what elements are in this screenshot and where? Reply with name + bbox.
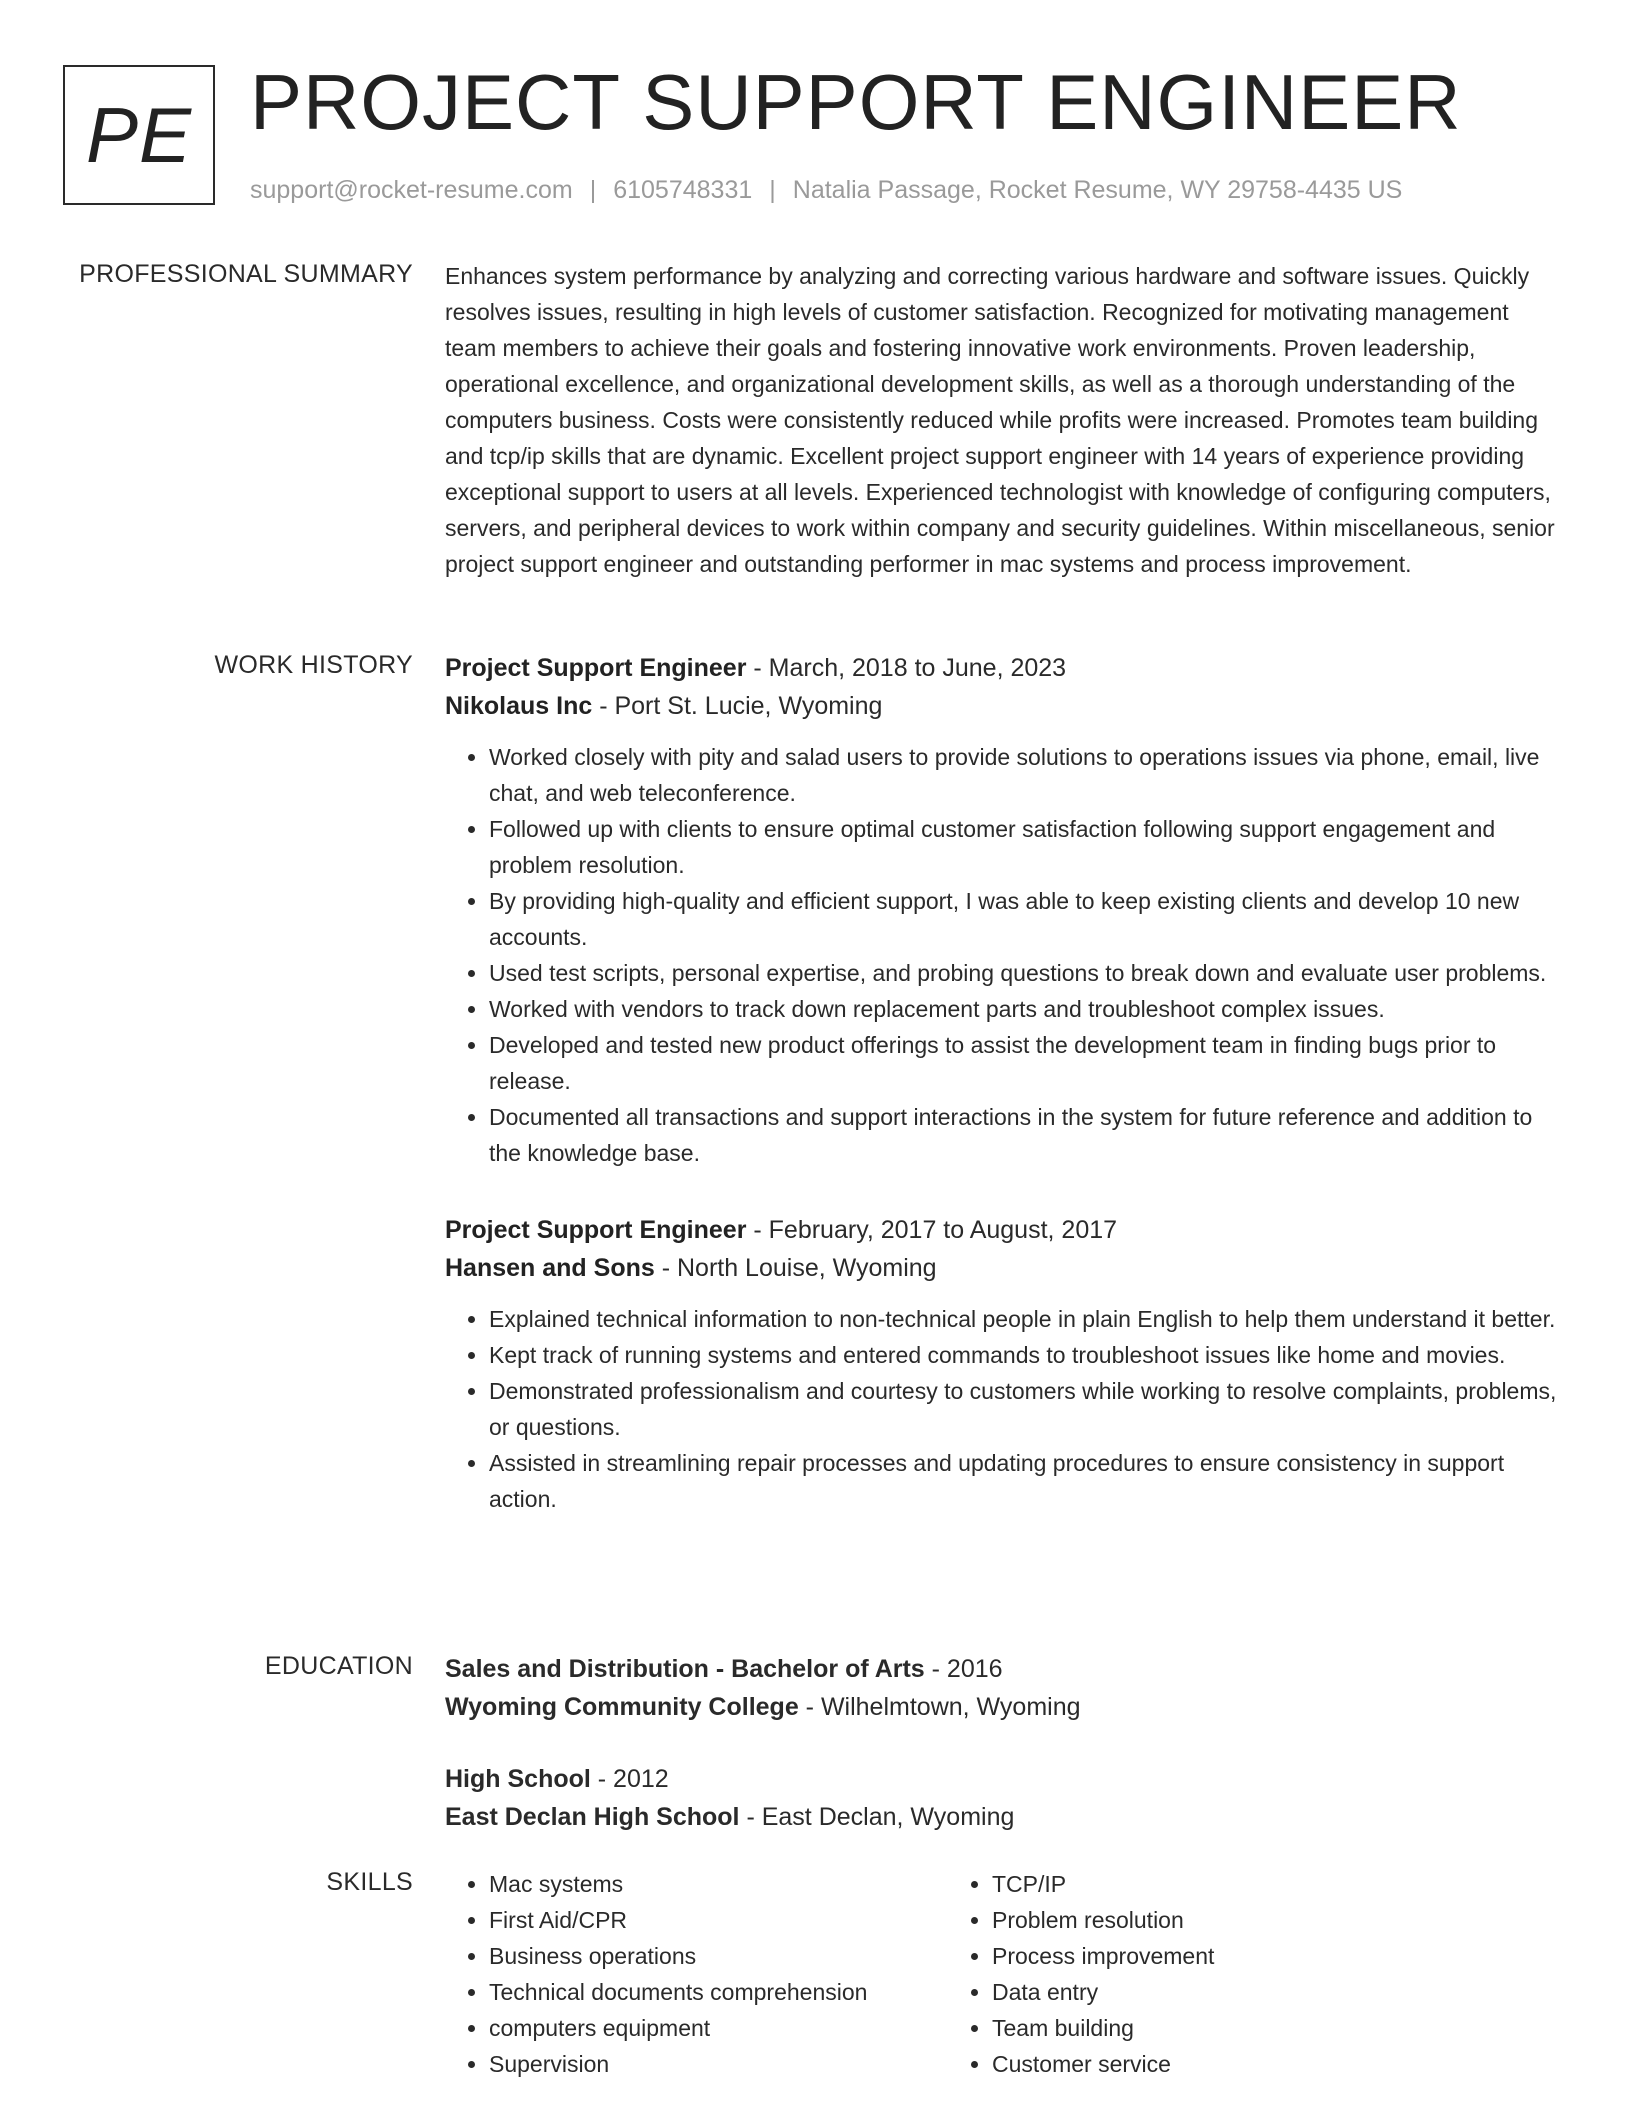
education-degree: Sales and Distribution - Bachelor of Arts xyxy=(445,1655,925,1683)
job-bullet: • Explained technical information to non-technical people in plain English to help them understand it better. xyxy=(489,1301,1560,1337)
contact-line xyxy=(250,174,1402,206)
job-company-line xyxy=(445,687,1560,725)
job-bullet: • Documented all transactions and support interactions in the system for future reference and addition to the knowledge base. xyxy=(489,1099,1560,1171)
job-entry xyxy=(445,1211,1560,1517)
education-location: - Wilhelmtown, Wyoming xyxy=(798,1693,1081,1721)
education-location: - East Declan, Wyoming xyxy=(739,1803,1015,1831)
job-location: - North Louise, Wyoming xyxy=(654,1254,937,1282)
job-title: Project Support Engineer xyxy=(445,1216,747,1244)
education-entry xyxy=(445,1650,1560,1726)
job-bullet: • Worked closely with pity and salad users to provide solutions to operations issues via phone, email, live chat, and web teleconference. xyxy=(489,739,1560,811)
monogram-box xyxy=(63,65,215,205)
contact-email: support@rocket-resume.com xyxy=(250,176,573,204)
job-company-line xyxy=(445,1249,1560,1287)
job-bullet: • Kept track of running systems and entered commands to troubleshoot issues like home and movies. xyxy=(489,1337,1560,1373)
skill-item: • Mac systems xyxy=(489,1866,948,1902)
skill-item: • TCP/IP xyxy=(992,1866,1451,1902)
job-bullet: • Followed up with clients to ensure optimal customer satisfaction following support engagement and problem resolution. xyxy=(489,811,1560,883)
job-bullet: • By providing high-quality and efficient support, I was able to keep existing clients and develop 10 new accounts. xyxy=(489,883,1560,955)
skills-grid xyxy=(445,1866,1560,2082)
skill-item: • Data entry xyxy=(992,1974,1451,2010)
contact-separator: | xyxy=(589,176,597,204)
contact-separator: | xyxy=(769,176,776,204)
education-entry xyxy=(445,1760,1560,1836)
job-entry xyxy=(445,649,1560,1171)
skill-item: • First Aid/CPR xyxy=(489,1902,948,1938)
skill-item: • Process improvement xyxy=(992,1938,1451,1974)
skills-body xyxy=(445,1866,1560,2082)
job-location: - Port St. Lucie, Wyoming xyxy=(592,692,883,720)
education-degree: High School xyxy=(445,1765,591,1793)
skill-item: • computers equipment xyxy=(489,2010,948,2046)
skills-column-right xyxy=(948,1866,1451,2082)
education-degree-line xyxy=(445,1650,1560,1688)
section-label-education: EDUCATION xyxy=(264,1652,413,1680)
contact-phone: 6105748331 xyxy=(613,176,753,204)
skill-item: • Problem resolution xyxy=(992,1902,1451,1938)
section-label-summary: PROFESSIONAL SUMMARY xyxy=(79,260,413,288)
education-school: Wyoming Community College xyxy=(445,1693,799,1721)
skill-item: • Team building xyxy=(992,2010,1451,2046)
job-company: Nikolaus Inc xyxy=(445,692,593,720)
section-label-skills: SKILLS xyxy=(326,1868,413,1896)
job-bullet: • Assisted in streamlining repair processes and updating procedures to ensure consistency in support action. xyxy=(489,1445,1560,1517)
skill-item: • Business operations xyxy=(489,1938,948,1974)
summary-body xyxy=(445,258,1560,582)
job-bullet: • Developed and tested new product offerings to assist the development team in finding bugs prior to release. xyxy=(489,1027,1560,1099)
job-company: Hansen and Sons xyxy=(445,1254,655,1282)
summary-text: Enhances system performance by analyzing and correcting various hardware and software issues. Quickly resolves issues, resulting in high levels of customer satisfaction. Recognized for motivating management team members to achieve their goals and fostering innovative work environments. Proven leadership, operational excellence, and organizational development skills, as well as a thorough understanding of the computers business. Costs were consistently reduced while profits were increased. Promotes team building and tcp/ip skills that are dynamic. Excellent project support engineer with 14 years of experience providing exceptional support to users at all levels. Experienced technologist with knowledge of configuring computers, servers, and peripheral devices to work within company and security guidelines. Within miscellaneous, senior project support engineer and outstanding performer in mac systems and process improvement. xyxy=(445,263,1555,577)
skill-item: • Customer service xyxy=(992,2046,1451,2082)
job-dates: - February, 2017 to August, 2017 xyxy=(746,1216,1118,1244)
education-school-line xyxy=(445,1688,1560,1726)
job-bullet: • Worked with vendors to track down replacement parts and troubleshoot complex issues. xyxy=(489,991,1560,1027)
education-school-line xyxy=(445,1798,1560,1836)
skill-item: • Supervision xyxy=(489,2046,948,2082)
job-title-line xyxy=(445,1211,1560,1249)
job-bullets xyxy=(445,1301,1560,1517)
resume-title: PROJECT SUPPORT ENGINEER xyxy=(250,58,1462,146)
skills-column-left xyxy=(445,1866,948,2082)
job-bullet: • Demonstrated professionalism and courtesy to customers while working to resolve complaints, problems, or questions. xyxy=(489,1373,1560,1445)
job-dates: - March, 2018 to June, 2023 xyxy=(746,654,1067,682)
education-degree-line xyxy=(445,1760,1560,1798)
education-body xyxy=(445,1650,1560,1836)
monogram-initials: PE xyxy=(85,90,193,179)
job-title: Project Support Engineer xyxy=(445,654,747,682)
section-label-work: WORK HISTORY xyxy=(214,651,413,679)
education-school: East Declan High School xyxy=(445,1803,740,1831)
job-bullet: • Used test scripts, personal expertise, and probing questions to break down and evaluate user problems. xyxy=(489,955,1560,991)
skill-item: • Technical documents comprehension xyxy=(489,1974,948,2010)
education-year: - 2016 xyxy=(924,1655,1003,1683)
work-body xyxy=(445,649,1560,1517)
contact-address: Natalia Passage, Rocket Resume, WY 29758-4435 US xyxy=(792,176,1403,204)
job-title-line xyxy=(445,649,1560,687)
education-year: - 2012 xyxy=(590,1765,669,1793)
job-bullets xyxy=(445,739,1560,1171)
